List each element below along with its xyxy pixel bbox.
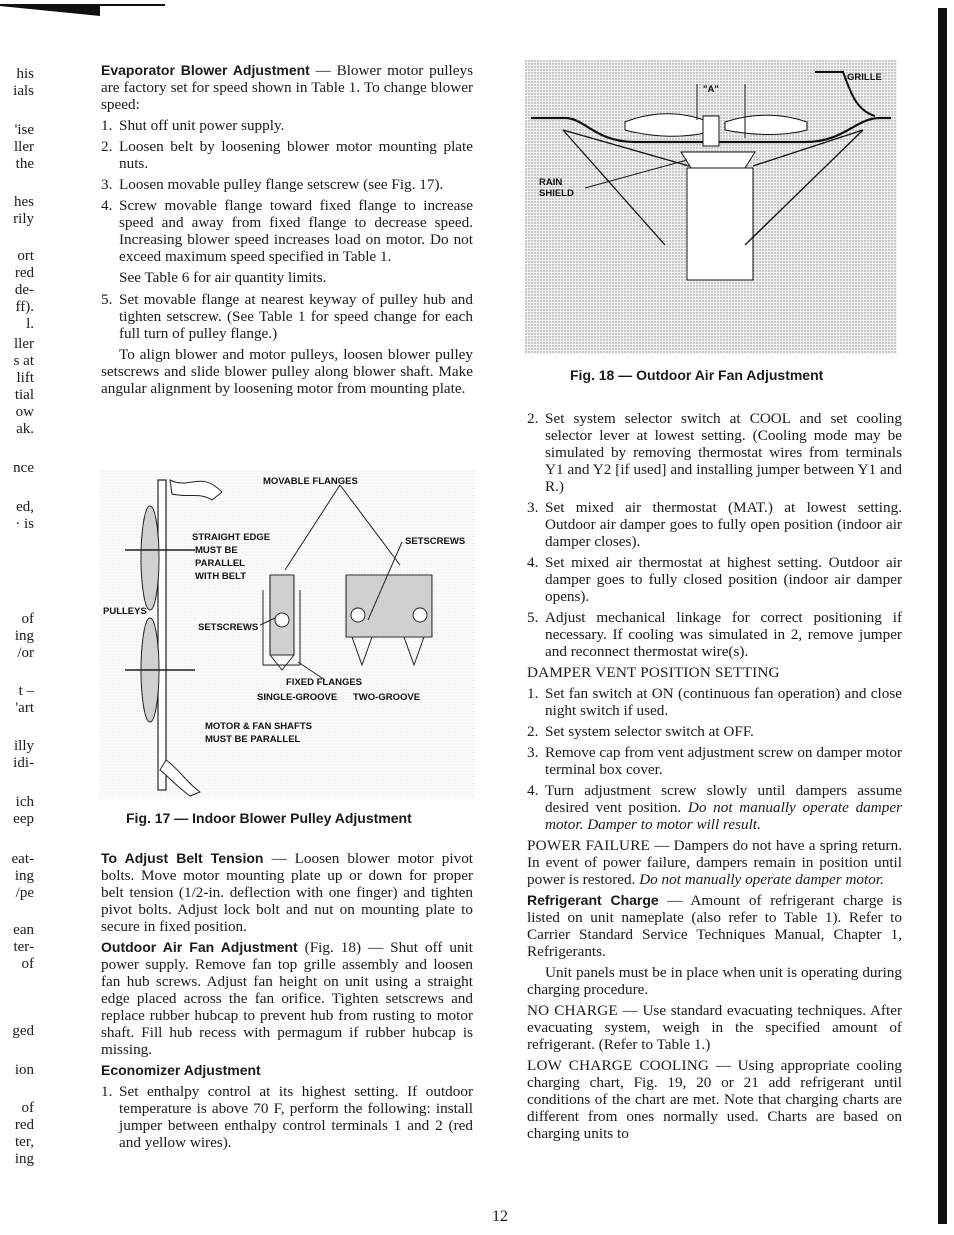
outdoor-fan-heading: Outdoor Air Fan Adjustment — [101, 939, 298, 955]
margin-fragment: of — [21, 956, 34, 972]
label-with-belt: WITH BELT — [195, 571, 247, 582]
margin-fragment: of — [21, 1100, 34, 1116]
list-item: 3. Loosen movable pulley flange setscrew (see Fig. 17). — [101, 176, 444, 193]
belt-paragraph: To Adjust Belt Tension — Loosen blower motor pivot bolts. Move motor mounting plate up or down for proper belt tension (1/2-in. deflection with one finger) and tighten pivot bolts. Adjust lock bolt and nut on mounting plate to secure in fixed position. — [101, 850, 474, 935]
margin-fragment: red — [14, 265, 34, 281]
no-charge-heading: NO CHARGE — [527, 1002, 618, 1019]
economizer-step-1 — [101, 1083, 473, 1151]
label-shafts: MOTOR & FAN SHAFTS — [205, 721, 312, 732]
fig17-pulley-diagram — [100, 470, 476, 798]
label-pulleys: PULLEYS — [103, 606, 147, 617]
margin-fragment: eat- — [11, 851, 34, 867]
panels-paragraph: Unit panels must be in place when unit is operating during charging procedure. — [527, 964, 902, 998]
margin-fragment: ing — [14, 628, 34, 644]
label-setscrews-right: SETSCREWS — [405, 536, 466, 547]
margin-fragment: s at — [13, 353, 34, 369]
belt-heading: To Adjust Belt Tension — [101, 850, 264, 866]
evap-intro: Evaporator Blower Adjustment — Blower motor pulleys are factory set for speed shown in Table 1. To change blower speed: — [101, 62, 473, 113]
list-item: 4. Set mixed air thermostat at highest setting. Outdoor air damper goes to fully closed position (indoor air damper opens). — [527, 554, 902, 605]
margin-fragment: idi- — [13, 755, 34, 771]
left-column — [101, 62, 473, 401]
label-fixed-flanges: FIXED FLANGES — [286, 677, 363, 688]
margin-fragment: eep — [13, 811, 34, 827]
header-wedge — [0, 6, 100, 16]
label-must-be: MUST BE — [195, 545, 238, 556]
refrigerant-heading: Refrigerant Charge — [527, 892, 659, 908]
economizer-heading: Economizer Adjustment — [101, 1062, 261, 1078]
damper-heading: DAMPER VENT POSITION SETTING — [527, 664, 780, 681]
margin-fragment: ich — [15, 794, 34, 810]
margin-fragment: nce — [13, 460, 34, 476]
right-column — [527, 410, 902, 1146]
margin-fragment: ff). — [15, 299, 34, 315]
margin-fragment: 'ise — [14, 122, 34, 138]
label-shield: SHIELD — [539, 188, 574, 199]
margin-fragment: illy — [13, 738, 34, 754]
fan-hub — [703, 116, 719, 146]
list-item: 3. Set mixed air thermostat (MAT.) at lowest setting. Outdoor air damper goes to fully open position (indoor air damper closes). — [527, 499, 902, 550]
margin-fragment: ing — [14, 1151, 34, 1167]
label-a: "A" — [703, 84, 719, 95]
list-item: 2. Loosen belt by loosening blower motor mounting plate nuts. — [101, 138, 473, 172]
margin-fragment: ean — [13, 922, 34, 938]
right-margin-bar — [938, 8, 947, 1224]
margin-fragment: ion — [14, 1062, 34, 1078]
margin-fragment: ow — [15, 404, 34, 420]
motor-top — [681, 152, 755, 168]
label-grille: GRILLE — [847, 72, 882, 83]
margin-fragment: his — [16, 66, 34, 82]
label-must-be-parallel: MUST BE PARALLEL — [205, 734, 301, 745]
fan-blade-right — [725, 115, 807, 134]
margin-fragment: ged — [12, 1023, 34, 1039]
margin-fragment: ak. — [16, 421, 34, 437]
list-item: 3. Remove cap from vent adjustment screw on damper motor terminal box cover. — [527, 744, 902, 778]
margin-fragment: ials — [13, 83, 34, 99]
label-single-groove: SINGLE-GROOVE — [257, 692, 338, 703]
margin-fragment: /or — [17, 645, 34, 661]
label-movable-flanges: MOVABLE FLANGES — [263, 476, 358, 487]
list-item: 1. Set enthalpy control at its highest setting. If outdoor temperature is above 70 F, perform the following: install jumper between enthalpy control terminals 1 and 2 (red and yellow wires). — [101, 1083, 473, 1151]
evap-heading: Evaporator Blower Adjustment — [101, 62, 310, 78]
margin-fragment: ing — [14, 868, 34, 884]
list-item: 4. Screw movable flange toward fixed flange to increase speed and away from fixed flange to decrease speed. Increasing blower speed increases load on motor. Do not exceed maximum speed specified in Table 1. — [101, 197, 473, 265]
motor-body — [687, 168, 753, 280]
margin-fragment: of — [21, 611, 34, 627]
fig18-caption: Fig. 18 — Outdoor Air Fan Adjustment — [570, 367, 824, 383]
pulley-upper — [141, 506, 159, 610]
power-failure-heading: POWER FAILURE — [527, 837, 650, 854]
list-item: 4. Turn adjustment screw slowly until dampers assume desired vent position. Do not manually operate damper motor. Damper to motor will result. — [527, 782, 902, 833]
label-parallel: PARALLEL — [195, 558, 245, 569]
list-item: 5. Set movable flange at nearest keyway of pulley hub and tighten setscrew. (See Table 1 for speed change for each full turn of pulley flange.) — [101, 291, 473, 342]
margin-fragment: lift — [16, 370, 34, 386]
left-column-lower — [101, 850, 473, 1155]
outdoor-fan-paragraph: Outdoor Air Fan Adjustment (Fig. 18) — Shut off unit power supply. Remove fan top grille assembly and loosen fan hub screws. Adjust fan height on unit using a straight edge placed across the fan orifice. Tighten setscrews and replace rubber hubcap to prevent hub from rusting to motor shaft. Fill hub recess with permagum if rubber hubcap is missing. — [101, 939, 473, 1058]
list-item: 5. Adjust mechanical linkage for correct positioning if necessary. If cooling was simulated in 2, remove jumper and reconnect thermostat wire(s). — [527, 609, 902, 660]
margin-fragment: de- — [14, 282, 34, 298]
list-item: 1. Set fan switch at ON (continuous fan operation) and close night switch if used. — [527, 685, 902, 719]
fig17-caption: Fig. 17 — Indoor Blower Pulley Adjustment — [126, 810, 412, 826]
margin-fragment: 'art — [15, 700, 34, 716]
no-charge-paragraph: NO CHARGE — Use standard evacuating techniques. After evacuating system, weigh in the specified amount of refrigerant. (Refer to Table 1.) — [527, 1002, 902, 1053]
evap-note: See Table 6 for air quantity limits. — [119, 269, 327, 286]
margin-fragment: ort — [17, 248, 34, 264]
margin-fragment: t – — [18, 683, 34, 699]
label-two-groove: TWO-GROOVE — [353, 692, 421, 703]
margin-fragment: · is — [15, 516, 34, 532]
page-number: 12 — [492, 1208, 508, 1225]
list-item: 2. Set system selector switch at COOL and set cooling selector lever at lowest setting. (Cooling mode may be simulated by removing thermostat wires from terminals Y1 and Y2 [if used] and installing jumper between Y1 and R.) — [527, 410, 902, 495]
refrigerant-paragraph: Refrigerant Charge — Amount of refrigerant charge is listed on unit nameplate (also refer to Table 1). Refer to Carrier Standard Service Techniques Manual, Chapter 1, Refrigerants. — [527, 892, 902, 960]
margin-fragment: tial — [14, 387, 34, 403]
list-item: 1. Shut off unit power supply. — [101, 117, 285, 134]
margin-fragment: rily — [13, 211, 34, 227]
margin-fragment: l. — [26, 316, 34, 332]
margin-fragment: ter- — [13, 939, 34, 955]
margin-fragment: /pe — [15, 885, 34, 901]
low-charge-heading: LOW CHARGE COOLING — [527, 1057, 710, 1074]
margin-fragment: hes — [14, 194, 34, 210]
label-straight-edge: STRAIGHT EDGE — [192, 532, 271, 543]
margin-fragment: red — [14, 1117, 34, 1133]
list-item: 2. Set system selector switch at OFF. — [527, 723, 754, 740]
economizer-steps — [527, 410, 902, 660]
margin-fragment: ller — [14, 336, 34, 352]
margin-fragment: ller — [14, 139, 34, 155]
evap-steps — [101, 117, 473, 265]
margin-fragment: the — [15, 156, 34, 172]
margin-fragment: ter, — [15, 1134, 34, 1150]
evap-step-5 — [101, 291, 473, 342]
power-failure-paragraph: POWER FAILURE — Dampers do not have a spring return. In event of power failure, dampers remain in position until power is restored. Do not manually operate damper motor. — [527, 837, 902, 888]
low-charge-paragraph: LOW CHARGE COOLING — Using appropriate cooling charging chart, Fig. 19, 20 or 21 add refrigerant until conditions of the chart are met. Note that charging charts are different from ones normally used. Charts are based on charging units to — [527, 1057, 902, 1142]
label-setscrews-left: SETSCREWS — [198, 622, 259, 633]
label-rain: RAIN — [539, 177, 563, 188]
fig18-fan-diagram — [525, 60, 897, 354]
evap-align-paragraph: To align blower and motor pulleys, loosen blower pulley setscrews and slide blower pulley along blower shaft. Make angular alignment by loosening motor from mounting plate. — [101, 346, 473, 397]
straight-edge — [158, 480, 166, 790]
damper-steps — [527, 685, 902, 833]
margin-fragment: ed, — [16, 499, 34, 515]
